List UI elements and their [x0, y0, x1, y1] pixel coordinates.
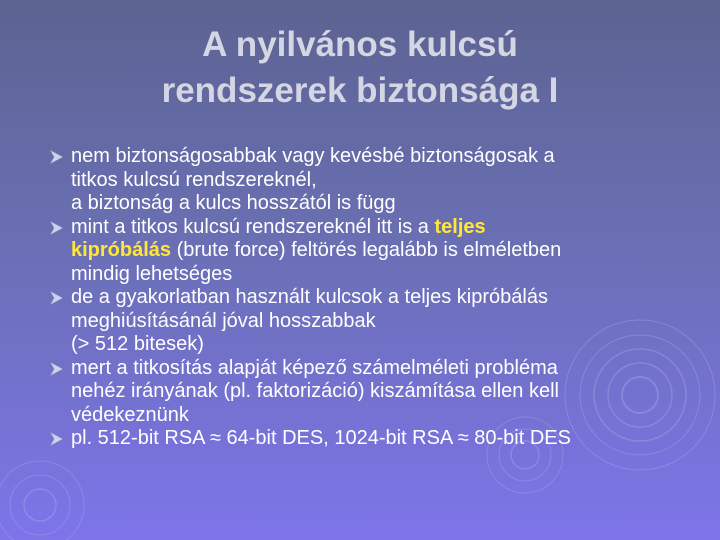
bullet-line: meghiúsításánál jóval hosszabbak: [71, 309, 376, 332]
bullet-line: a biztonság a kulcs hosszától is függ: [71, 192, 396, 214]
bullet-line: mindig lehetséges: [71, 262, 233, 285]
arrow-bullet-icon: [50, 150, 63, 164]
bullet-list: [50, 145, 690, 451]
arrow-bullet-icon: [50, 221, 63, 235]
arrow-bullet-icon: [50, 362, 63, 376]
bullet-line: védekeznünk: [71, 403, 189, 426]
title-line: A nyilvános kulcsú: [202, 25, 518, 64]
bullet-line: titkos kulcsú rendszereknél,: [71, 168, 317, 191]
bullet-item: [50, 357, 690, 428]
bullet-text: (brute force) feltörés legalább is elméletben: [171, 239, 562, 261]
bullet-line: de a gyakorlatban használt kulcsok a teljes kipróbálás: [71, 286, 548, 308]
bullet-line: [71, 216, 690, 240]
bullet-item: [50, 427, 690, 451]
bullet-line: [71, 239, 690, 263]
bullet-item: [50, 286, 690, 357]
slide-title: [60, 22, 660, 114]
highlight-term: teljes: [434, 215, 486, 238]
arrow-bullet-icon: [50, 291, 63, 305]
bullet-item: [50, 216, 690, 287]
bullet-item: [50, 145, 690, 216]
bullet-line: nem biztonságosabbak vagy kevésbé biztonságosak a: [71, 145, 555, 167]
bullet-line: (> 512 bitesek): [71, 333, 204, 355]
bullet-line: pl. 512-bit RSA ≈ 64-bit DES, 1024-bit RSA ≈ 80-bit DES: [71, 427, 571, 449]
bullet-line: mert a titkosítás alapját képező számelméleti probléma: [71, 356, 558, 379]
arrow-bullet-icon: [50, 432, 63, 446]
bullet-text: mint a titkos kulcsú rendszereknél itt is a: [71, 215, 435, 238]
highlight-term: kipróbálás: [71, 239, 172, 261]
title-line: rendszerek biztonsága I: [161, 71, 559, 110]
bullet-line: nehéz irányának (pl. faktorizáció) kiszámítása ellen kell: [71, 380, 559, 402]
